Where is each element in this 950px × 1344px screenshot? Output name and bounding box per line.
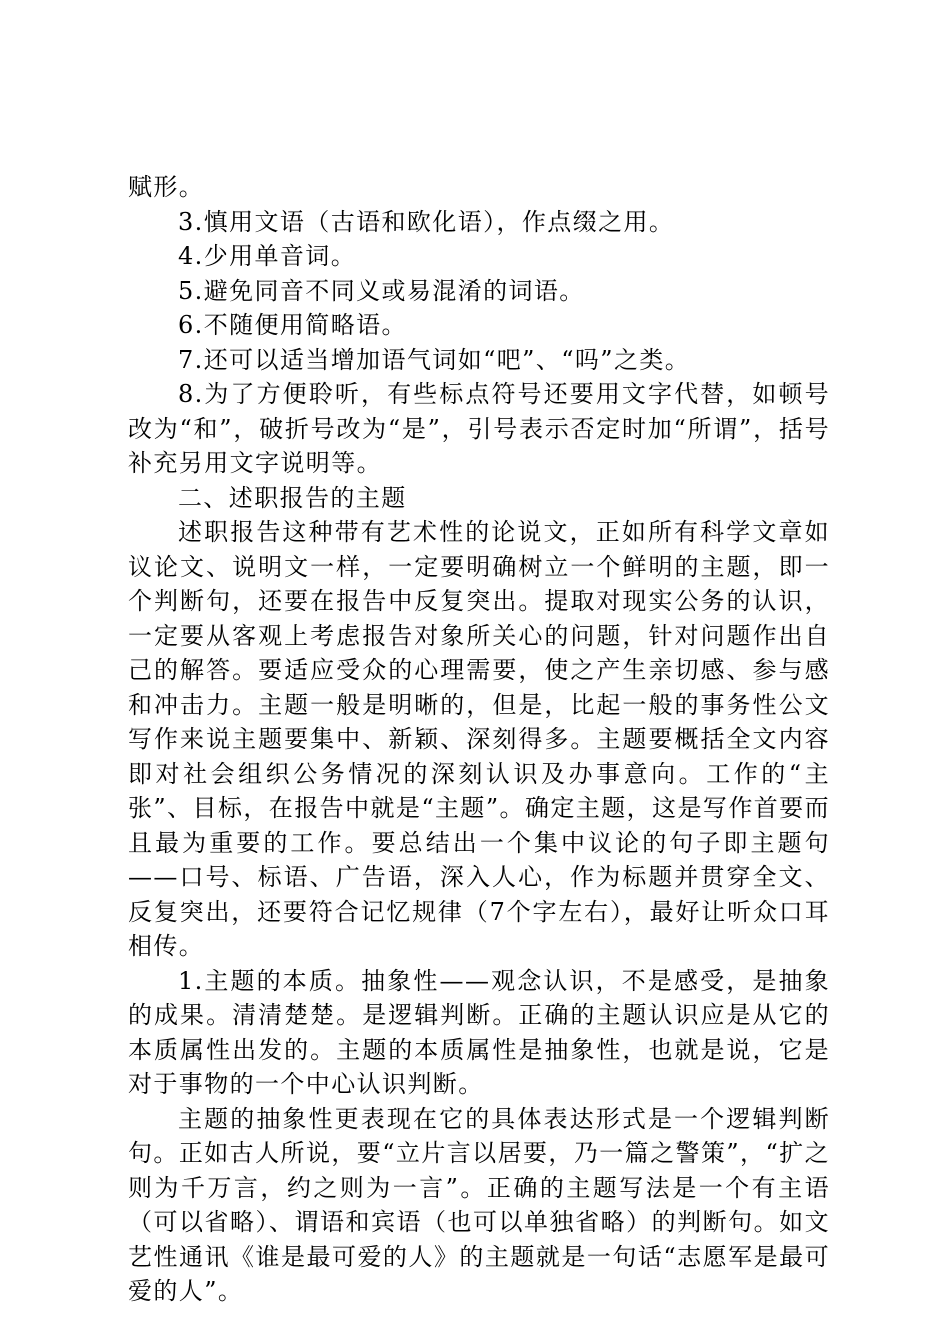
section-heading: 二、述职报告的主题 [178, 483, 407, 512]
list-item-8: 8.为了方便聆听，有些标点符号还要用文字代替，如顿号改为“和”，破折号改为“是”，引号表示否定时加“所谓”，括号补充另用文字说明等。 [128, 380, 830, 477]
body-paragraph: 1.主题的本质。抽象性——观念认识，不是感受，是抽象的成果。清清楚楚。是逻辑判断。正确的主题认识应是从它的本质属性出发的。主题的本质属性是抽象性，也就是说，它是对于事物的一个中心认识判断。 [128, 966, 830, 1098]
document-body [128, 170, 830, 1309]
list-item-5: 5.避免同音不同义或易混淆的词语。 [178, 276, 585, 305]
list-item-7: 7.还可以适当增加语气词如“吧”、“吗”之类。 [178, 345, 691, 374]
paragraph-continuation: 赋形。 [128, 173, 205, 201]
list-item-3: 3.慎用文语（古语和欧化语），作点缀之用。 [178, 207, 675, 236]
body-paragraph: 述职报告这种带有艺术性的论说文，正如所有科学文章如议论文、说明文一样，一定要明确树立一个鲜明的主题，即一个判断句，还要在报告中反复突出。提取对现实公务的认识，一定要从客观上考虑报告对象所关心的问题，针对问题作出自己的解答。要适应受众的心理需要，使之产生亲切感、参与感和冲击力。主题一般是明晰的，但是，比起一般的事务性公文写作来说主题要集中、新颖、深刻得多。主题要概括全文内容即对社会组织公务情况的深刻认识及办事意向。工作的“主张”、目标，在报告中就是“主题”。确定主题，这是写作首要而且最为重要的工作。要总结出一个集中议论的句子即主题句——口号、标语、广告语，深入人心，作为标题并贯穿全文、反复突出，还要符合记忆规律（7个字左右），最好让听众口耳相传。 [128, 518, 830, 960]
body-paragraph: 主题的抽象性更表现在它的具体表达形式是一个逻辑判断句。正如古人所说，要“立片言以居要，乃一篇之警策”，“扩之则为千万言，约之则为一言”。正确的主题写法是一个有主语（可以省略）、谓语和宾语（也可以单独省略）的判断句。如文艺性通讯《谁是最可爱的人》的主题就是一句话“志愿军是最可爱的人”。 [128, 1104, 830, 1305]
list-item-4: 4.少用单音词。 [178, 242, 357, 270]
list-item-6: 6.不随便用简略语。 [178, 311, 407, 339]
